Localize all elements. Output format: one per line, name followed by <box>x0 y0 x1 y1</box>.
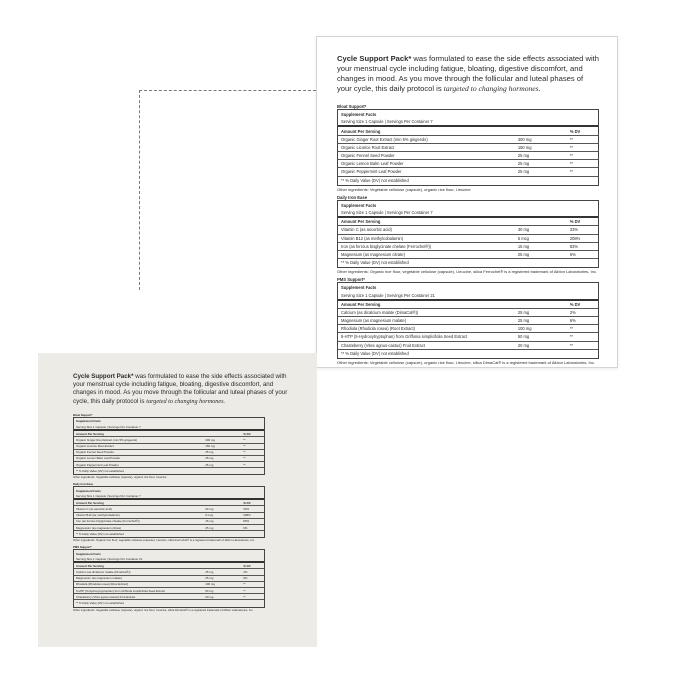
product-block <box>73 545 289 612</box>
amount-header-spacer <box>203 430 241 437</box>
ingredient-row <box>338 135 598 143</box>
ingredient-amount: 25 mg <box>203 569 241 575</box>
facts-title-row <box>338 111 598 118</box>
serving-info: Serving Size 1 Capsule | Servings Per Container 21 <box>341 292 435 298</box>
ingredient-amount: 150 mg <box>203 443 241 449</box>
footnote-row <box>338 259 598 267</box>
label-card-thumbnail <box>38 353 317 647</box>
dv-header: % DV <box>241 430 264 437</box>
ingredient-row <box>338 325 598 333</box>
ingredient-dv: 6% <box>567 317 598 325</box>
other-ingredients: Other ingredients: Vegetable cellulose (capsule), organic rice flour, l-leucine <box>337 186 471 192</box>
serving-row <box>338 118 598 126</box>
ingredient-amount: 25 mg <box>515 317 567 325</box>
ingredient-amount: 5 mcg <box>203 512 241 518</box>
ingredient-amount: 25 mg <box>203 449 241 455</box>
ingredient-name: Chasteberry (Vitex agnus-castus) Fruit Extract <box>74 594 203 600</box>
amount-header: Amount Per Serving <box>338 126 515 135</box>
footnote-row <box>74 468 264 474</box>
dv-header: % DV <box>241 562 264 569</box>
amount-header-spacer <box>515 300 567 309</box>
ingredient-amount: 25 mg <box>515 160 567 168</box>
ingredient-row <box>338 143 598 151</box>
supplement-facts-table <box>338 202 598 267</box>
ingredient-dv: 208% <box>241 512 264 518</box>
ingredient-name: Calcium (as dicalcium malate (DimaCal®)) <box>338 308 515 316</box>
ingredient-dv: ** <box>241 455 264 461</box>
ingredient-dv: ** <box>241 449 264 455</box>
ingredient-amount: 150 mg <box>515 143 567 151</box>
ingredient-amount: 30 mg <box>203 506 241 512</box>
products-list <box>73 413 289 612</box>
ingredient-name: Magnesium (as magnesium malate) <box>74 575 203 581</box>
dashed-connector-horizontal <box>139 90 316 91</box>
amount-header-spacer <box>203 499 241 506</box>
ingredient-name: Organic Lemon Balm Leaf Powder <box>74 455 203 461</box>
facts-title: Supplement Facts <box>341 202 377 208</box>
dv-header: % DV <box>567 300 598 309</box>
ingredient-dv: 33% <box>241 506 264 512</box>
dv-footnote: ** % Daily Value (DV) not established <box>338 349 598 357</box>
amount-header-row <box>338 300 598 309</box>
ingredient-dv: ** <box>567 325 598 333</box>
ingredient-name: Organic Ginger Root Extract (min 5% gingerols) <box>338 135 515 143</box>
intro-paragraph <box>73 373 289 406</box>
facts-title: Supplement Facts <box>76 488 101 493</box>
ingredient-amount: 30 mg <box>515 226 567 234</box>
amount-header: Amount Per Serving <box>338 217 515 226</box>
ingredient-name: Iron (as ferrous bisglycinate chelate (Ferrochel®)) <box>74 518 203 524</box>
ingredient-dv: ** <box>567 168 598 176</box>
ingredient-dv: ** <box>567 152 598 160</box>
brand-name: Cycle Support Pack <box>73 373 132 380</box>
serving-info: Serving Size 1 Capsule | Servings Per Container 7 <box>341 119 433 125</box>
ingredient-amount: 50 mg <box>515 333 567 341</box>
product-block <box>337 104 599 192</box>
intro-emphasis: targeted to changing hormones. <box>146 397 226 405</box>
ingredient-name: Calcium (as dicalcium malate (DimaCal®)) <box>74 569 203 575</box>
ingredient-name: Organic Licorice Root Extract <box>338 143 515 151</box>
ingredient-row <box>338 341 598 349</box>
ingredient-name: Organic Peppermint Leaf Powder <box>338 168 515 176</box>
ingredient-name: 5-HTP (5-Hydroxytryptophan) from Griffonia simplicifolia Seed Extract <box>74 588 203 594</box>
supplement-facts-panel <box>337 200 599 269</box>
amount-header-row <box>338 126 598 135</box>
ingredient-dv: ** <box>567 135 598 143</box>
footnote-row <box>74 531 264 537</box>
ingredient-name: Rhodiola (Rhodiola rosea) (Root Extract) <box>74 581 203 587</box>
ingredient-amount: 300 mg <box>203 437 241 443</box>
amount-header-row <box>74 430 264 437</box>
supplement-facts-table <box>74 488 264 537</box>
footnote-row <box>338 176 598 184</box>
ingredient-dv: ** <box>241 594 264 600</box>
amount-header-spacer <box>515 217 567 226</box>
ingredient-amount: 25 mg <box>203 455 241 461</box>
facts-title: Supplement Facts <box>341 112 377 118</box>
dv-footnote: ** % Daily Value (DV) not established <box>74 468 264 474</box>
other-ingredients: Other ingredients: Vegetable cellulose (capsule), organic rice flour, l-leucine <box>73 475 167 480</box>
ingredient-dv: ** <box>241 581 264 587</box>
dv-footnote: ** % Daily Value (DV) not established <box>74 531 264 537</box>
ingredient-amount: 25 mg <box>515 168 567 176</box>
product-block <box>73 413 289 480</box>
ingredient-dv: ** <box>567 160 598 168</box>
ingredient-amount: 100 mg <box>203 581 241 587</box>
facts-title: Supplement Facts <box>76 551 101 556</box>
amount-header: Amount Per Serving <box>338 300 515 309</box>
dv-header: % DV <box>567 217 598 226</box>
ingredient-amount: 25 mg <box>515 250 567 258</box>
ingredient-dv: 208% <box>567 234 598 242</box>
serving-info: Serving Size 1 Capsule | Servings Per Container 7 <box>76 424 141 429</box>
ingredient-amount: 100 mg <box>515 325 567 333</box>
dashed-connector-vertical <box>139 90 140 290</box>
ingredient-row <box>338 250 598 258</box>
facts-title: Supplement Facts <box>76 419 101 424</box>
amount-header-row <box>338 217 598 226</box>
supplement-facts-table <box>338 111 598 184</box>
footnote-row <box>74 600 264 606</box>
product-block <box>73 482 289 543</box>
amount-header: Amount Per Serving <box>74 499 203 506</box>
ingredient-dv: ** <box>241 588 264 594</box>
amount-header-row <box>74 499 264 506</box>
ingredient-amount: 300 mg <box>515 135 567 143</box>
ingredient-row <box>338 160 598 168</box>
ingredient-name: Organic Licorice Root Extract <box>74 443 203 449</box>
ingredient-name: Magnesium (as magnesium malate) <box>338 317 515 325</box>
ingredient-dv: 6% <box>241 525 264 531</box>
ingredient-amount: 20 mg <box>203 594 241 600</box>
intro-emphasis: targeted to changing hormones. <box>443 84 541 94</box>
other-ingredients: Other ingredients: Organic rice flour, vegetable cellulose (capsule), l-leucine, silica Ferrochel® is a registered trademark of Albion Laboratories, Inc. <box>337 269 597 275</box>
ingredient-dv: ** <box>567 143 598 151</box>
ingredient-dv: 2% <box>567 308 598 316</box>
dv-header: % DV <box>567 126 598 135</box>
serving-info: Serving Size 1 Capsule | Servings Per Container 7 <box>76 493 141 498</box>
serving-row <box>338 209 598 217</box>
ingredient-amount: 15 mg <box>203 518 241 524</box>
supplement-facts-table <box>74 419 264 474</box>
other-ingredients: Other ingredients: Organic rice flour, vegetable cellulose (capsule), l-leucine, silica Ferrochel® is a registered trademark of Albion Laboratories, Inc. <box>73 538 255 543</box>
ingredient-name: Organic Fennel Seed Powder <box>74 449 203 455</box>
ingredient-dv: 33% <box>567 226 598 234</box>
serving-info: Serving Size 1 Capsule | Servings Per Container 21 <box>76 556 143 561</box>
products-list <box>337 104 599 365</box>
product-name: Daily Iron Ease <box>73 481 94 486</box>
intro-text: was formulated to ease the side effects associated with your menstrual cycle including fatigue, bloating, digestive discomfort, and changes in mood. As you move through the follicular and luteal phases of your cycle, this daily protocol is <box>73 373 288 405</box>
ingredient-dv: 2% <box>241 569 264 575</box>
product-block <box>337 195 599 275</box>
product-name: Daily Iron Ease <box>337 194 368 200</box>
ingredient-dv: ** <box>241 462 264 468</box>
facts-title-row <box>338 284 598 291</box>
dv-footnote: ** % Daily Value (DV) not established <box>74 600 264 606</box>
ingredient-amount: 25 mg <box>515 152 567 160</box>
brand-name: Cycle Support Pack <box>337 54 409 63</box>
ingredient-name: Magnesium (as magnesium citrate) <box>74 525 203 531</box>
ingredient-name: Chasteberry (Vitex agnus-castus) Fruit Extract <box>338 341 515 349</box>
supplement-facts-panel <box>73 549 265 608</box>
ingredient-dv: ** <box>241 437 264 443</box>
ingredient-name: Vitamin B12 (as methylcobalamin) <box>338 234 515 242</box>
ingredient-name: Organic Lemon Balm Leaf Powder <box>338 160 515 168</box>
ingredient-amount: 50 mg <box>203 588 241 594</box>
supplement-facts-table <box>74 551 264 606</box>
product-block <box>337 277 599 365</box>
supplement-facts-table <box>338 284 598 357</box>
ingredient-row <box>338 226 598 234</box>
intro-paragraph <box>337 54 599 94</box>
serving-info: Serving Size 1 Capsule | Servings Per Container 7 <box>341 210 433 216</box>
product-name: PMS Support* <box>73 544 92 549</box>
product-name: Bloat Support* <box>337 104 367 110</box>
ingredient-name: Iron (as ferrous bisglycinate chelate (Ferrochel®)) <box>338 242 515 250</box>
other-ingredients: Other ingredients: Vegetable cellulose (capsule), organic rice flour, l-leucine, silica DimaCal® is a registered trademark of Albion Laboratories, Inc. <box>73 607 254 612</box>
amount-header: Amount Per Serving <box>74 562 203 569</box>
brand-trademark: * <box>131 373 134 380</box>
ingredient-dv: 6% <box>567 250 598 258</box>
ingredient-row <box>338 242 598 250</box>
product-name: Bloat Support* <box>73 412 93 417</box>
product-name: PMS Support* <box>337 277 365 283</box>
serving-row <box>338 291 598 299</box>
ingredient-row <box>338 234 598 242</box>
ingredient-name: Rhodiola (Rhodiola rosea) (Root Extract) <box>338 325 515 333</box>
ingredient-name: Vitamin C (as ascorbic acid) <box>338 226 515 234</box>
ingredient-dv: 6% <box>241 575 264 581</box>
supplement-facts-panel <box>73 486 265 539</box>
ingredient-name: Vitamin B12 (as methylcobalamin) <box>74 512 203 518</box>
ingredient-dv: ** <box>241 443 264 449</box>
ingredient-dv: ** <box>567 333 598 341</box>
intro-text: was formulated to ease the side effects associated with your menstrual cycle including fatigue, bloating, digestive discomfort, and changes in mood. As you move through the follicular and luteal phases of your cycle, this daily protocol is <box>337 54 599 94</box>
ingredient-row <box>338 152 598 160</box>
dv-footnote: ** % Daily Value (DV) not established <box>338 176 598 184</box>
ingredient-amount: 20 mg <box>515 341 567 349</box>
supplement-facts-panel <box>337 282 599 359</box>
ingredient-dv: 83% <box>241 518 264 524</box>
brand-trademark: * <box>408 54 412 63</box>
dv-header: % DV <box>241 499 264 506</box>
dv-footnote: ** % Daily Value (DV) not established <box>338 259 598 267</box>
facts-title-row <box>338 202 598 209</box>
ingredient-name: Magnesium (as magnesium citrate) <box>338 250 515 258</box>
ingredient-amount: 25 mg <box>203 525 241 531</box>
ingredient-amount: 25 mg <box>203 575 241 581</box>
ingredient-name: Organic Fennel Seed Powder <box>338 152 515 160</box>
ingredient-amount: 15 mg <box>515 242 567 250</box>
ingredient-name: Organic Ginger Root Extract (min 5% gingerols) <box>74 437 203 443</box>
supplement-facts-panel <box>337 109 599 186</box>
facts-title: Supplement Facts <box>341 285 377 291</box>
footnote-row <box>338 349 598 357</box>
amount-header: Amount Per Serving <box>74 430 203 437</box>
ingredient-amount: 25 mg <box>203 462 241 468</box>
ingredient-row <box>338 308 598 316</box>
ingredient-row <box>338 317 598 325</box>
label-card-zoomed <box>316 36 618 368</box>
ingredient-amount: 25 mg <box>515 308 567 316</box>
supplement-facts-panel <box>73 417 265 476</box>
ingredient-amount: 5 mcg <box>515 234 567 242</box>
amount-header-spacer <box>515 126 567 135</box>
ingredient-dv: ** <box>567 341 598 349</box>
ingredient-name: 5-HTP (5-Hydroxytryptophan) from Griffonia simplicifolia Seed Extract <box>338 333 515 341</box>
ingredient-name: Organic Peppermint Leaf Powder <box>74 462 203 468</box>
amount-header-row <box>74 562 264 569</box>
ingredient-dv: 83% <box>567 242 598 250</box>
ingredient-row <box>338 333 598 341</box>
ingredient-row <box>338 168 598 176</box>
amount-header-spacer <box>203 562 241 569</box>
ingredient-name: Vitamin C (as ascorbic acid) <box>74 506 203 512</box>
other-ingredients: Other ingredients: Vegetable cellulose (capsule), organic rice flour, l-leucine, silica DimaCal® is a registered trademark of Albion Laboratories, Inc. <box>337 359 595 365</box>
